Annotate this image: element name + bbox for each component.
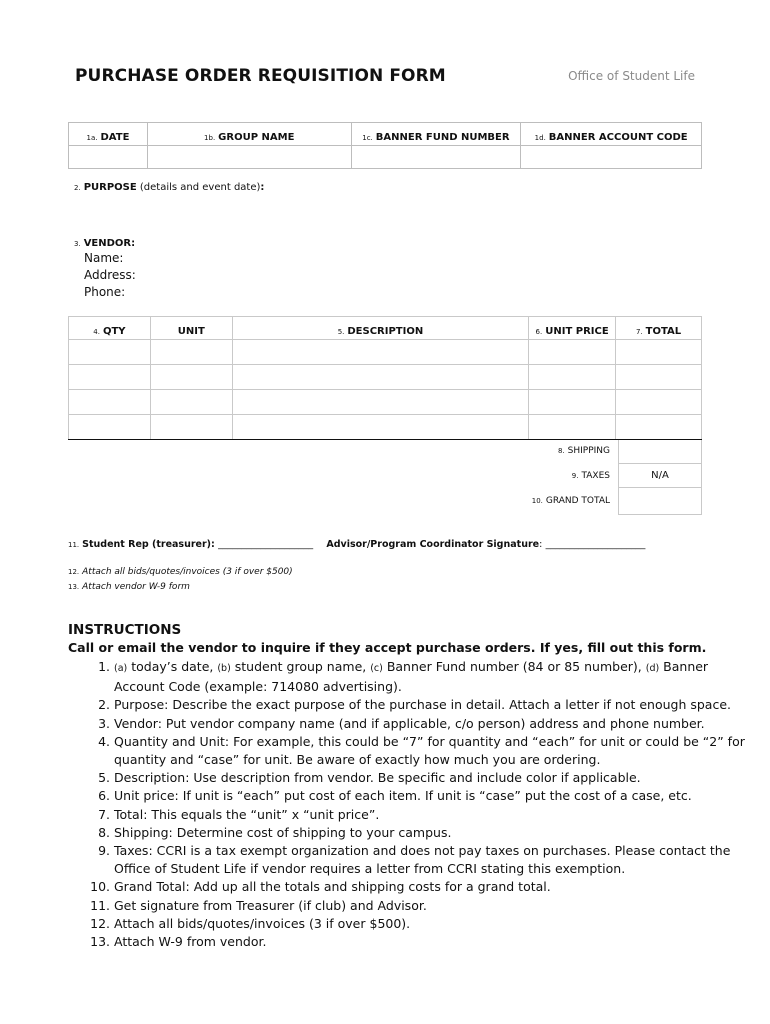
description-cell[interactable] [232,365,528,390]
student-rep-signature[interactable]: ____________________ [218,539,314,550]
description-cell[interactable] [232,390,528,415]
description-cell[interactable] [232,415,528,440]
header-info-table [68,122,702,169]
taxes-field[interactable]: N/A [618,464,702,488]
col-total: 7. TOTAL [616,317,702,340]
list-item: 10. Grand Total: Add up all the totals and shipping costs for a grand total. [114,878,754,896]
col-unit-price: 6. UNIT PRICE [529,317,616,340]
banner-fund-field[interactable] [351,146,521,169]
list-item: 7. Total: This equals the “unit” x “unit price”. [114,806,754,824]
unit-cell[interactable] [150,340,232,365]
description-cell[interactable] [232,340,528,365]
items-table [68,316,702,440]
total-cell[interactable] [616,340,702,365]
qty-cell[interactable] [69,365,151,390]
shipping-label: 8. SHIPPING [557,446,610,456]
col-date: 1a. DATE [69,123,148,146]
col-description: 5. DESCRIPTION [232,317,528,340]
list-item: 9. Taxes: CCRI is a tax exempt organization and does not pay taxes on purchases. Please contact the Office of Student Life if vendor requires a letter from CCRI stating this exemption. [114,842,754,878]
purpose-label: 2. PURPOSE (details and event date): [74,182,265,193]
table-row [69,365,702,390]
instructions-subheading: Call or email the vendor to inquire if they accept purchase orders. If yes, fill out this form. [68,640,707,655]
col-banner-account: 1d. BANNER ACCOUNT CODE [521,123,702,146]
col-banner-fund: 1c. BANNER FUND NUMBER [351,123,521,146]
note-w9: 13. Attach vendor W-9 form [68,582,190,592]
student-rep-label: Student Rep (treasurer): [82,539,215,550]
list-item: 1. (a) today’s date, (b) student group name, (c) Banner Fund number (84 or 85 number), (d) Banner Account Code (example: 714080 advertising). [114,658,754,696]
advisor-label: Advisor/Program Coordinator Signature [326,539,540,550]
table-row [69,340,702,365]
advisor-signature[interactable]: _____________________ [545,539,646,550]
list-item: 12. Attach all bids/quotes/invoices (3 if over $500). [114,915,754,933]
list-item: 8. Shipping: Determine cost of shipping to your campus. [114,824,754,842]
unit-cell[interactable] [150,415,232,440]
vendor-address-label: Address: [84,268,136,282]
unit-price-cell[interactable] [529,365,616,390]
qty-cell[interactable] [69,415,151,440]
table-row [69,390,702,415]
instructions-heading: INSTRUCTIONS [68,622,182,638]
list-item: 2. Purpose: Describe the exact purpose of the purchase in detail. Attach a letter if not enough space. [114,696,754,714]
total-cell[interactable] [616,365,702,390]
note-bids: 12. Attach all bids/quotes/invoices (3 if over $500) [68,567,293,577]
office-label: Office of Student Life [568,69,695,83]
vendor-label: 3. VENDOR: [74,238,136,249]
grand-total-label: 10. GRAND TOTAL [531,496,610,506]
unit-cell[interactable] [150,365,232,390]
list-item: 3. Vendor: Put vendor company name (and if applicable, c/o person) address and phone number. [114,715,754,733]
col-group-name: 1b. GROUP NAME [147,123,351,146]
date-field[interactable] [69,146,148,169]
banner-account-field[interactable] [521,146,702,169]
list-item: 5. Description: Use description from vendor. Be specific and include color if applicable. [114,769,754,787]
grand-total-field[interactable] [618,488,702,515]
shipping-field[interactable] [618,440,702,464]
list-item: 6. Unit price: If unit is “each” put cost of each item. If unit is “case” put the cost of a case, etc. [114,787,754,805]
qty-cell[interactable] [69,390,151,415]
unit-price-cell[interactable] [529,415,616,440]
unit-cell[interactable] [150,390,232,415]
list-item: 13. Attach W-9 from vendor. [114,933,754,951]
instructions-list [78,658,754,951]
table-row [69,415,702,440]
total-cell[interactable] [616,415,702,440]
list-item: 11. Get signature from Treasurer (if club) and Advisor. [114,897,754,915]
group-name-field[interactable] [147,146,351,169]
unit-price-cell[interactable] [529,340,616,365]
col-unit: UNIT [150,317,232,340]
total-cell[interactable] [616,390,702,415]
form-title: PURCHASE ORDER REQUISITION FORM [75,66,446,86]
list-item: 4. Quantity and Unit: For example, this could be “7” for quantity and “each” for unit or could be “2” for quantity and “case” for unit. Be aware of exactly how much you are ordering. [114,733,754,769]
vendor-phone-label: Phone: [84,285,126,299]
signature-line: 11. Student Rep (treasurer): ____________________ Advisor/Program Coordinator Signature: _____________________ [68,539,646,550]
taxes-label: 9. TAXES [571,471,610,481]
qty-cell[interactable] [69,340,151,365]
col-qty: 4. QTY [69,317,151,340]
vendor-name-label: Name: [84,251,124,265]
unit-price-cell[interactable] [529,390,616,415]
